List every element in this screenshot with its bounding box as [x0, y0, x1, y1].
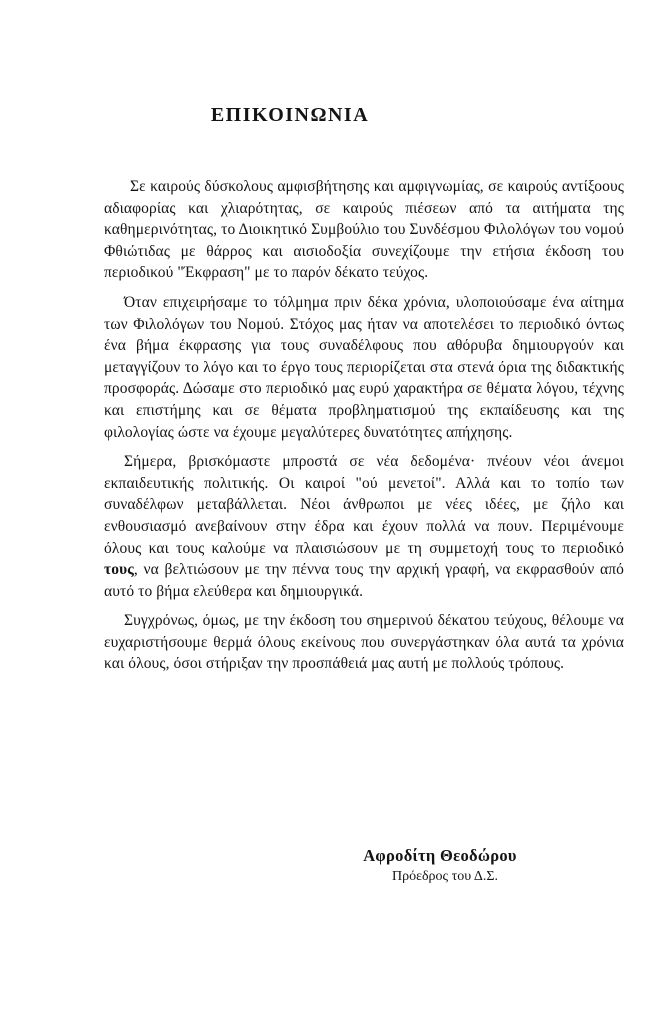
paragraph-2-text: Όταν επιχειρήσαμε το τόλμημα πριν δέκα χρόνια, υλοποιούσαμε ένα αίτημα των Φιλολόγων του Νομού. Στόχος μας ήταν να αποτελέσει το περιοδικό όντως ένα βήμα έκφρασης για τους συναδέλφους που αθόρυβα δημιουργούν και μεταγγίζουν το λόγο και το έργο τους περιορίζεται στα στενά όρια της διδακτικής προσφοράς. Δώσαμε στο περιοδικό μας ευρύ χαρακτήρα σε θέματα λόγου, τέχνης και επιστήμης και σε θέματα προβληματισμού της εκπαίδευσης και της φιλολογίας ώστε να έχουμε μεγαλύτερες δυνατότητες απήχησης.	[104, 293, 624, 441]
paragraph-4	[104, 610, 624, 675]
signature-name: Αφροδίτη Θεοδώρου	[363, 846, 517, 865]
body-text	[104, 176, 624, 683]
paragraph-1	[104, 176, 624, 284]
paragraph-3-text-after: , να βελτιώσουν με την πέννα τους την αρχική γραφή, να εκφρασθούν από αυτό το βήμα ελεύθερα και δημιουργικά.	[104, 561, 624, 600]
paragraph-1-text: Σε καιρούς δύσκολους αμφισβήτησης και αμφιγνωμίας, σε καιρούς αντίξοους αδιαφορίας και χλιαρότητας, σε καιρούς πιέσεων από τα αιτήματα της καθημερινότητας, το Διοικητικό Συμβούλιο του Συνδέσμου Φιλολόγων του νομού Φθιώτιδας με θάρρος και αισιοδοξία συνεχίζουμε την ετήσια έκδοση του περιοδικού "Έκφραση" με το παρόν δέκατο τεύχος.	[104, 178, 624, 282]
paragraph-3-text-before: Σήμερα, βρισκόμαστε μπροστά σε νέα δεδομένα· πνέουν νέοι άνεμοι εκπαιδευτικής πολιτικής. Οι καιροί "ού μενετοί". Αλλά και το τοπίο των συναδέλφων μεταβάλλεται. Νέοι άνθρωποι με νέες ιδέες, με ζήλο και ενθουσιασμό ανεβαίνουν στην έδρα και έχουν πολλά να πουν. Περιμένουμε όλους και τους καλούμε να πλαισιώσουν με τη συμμετοχή τους το περιοδικό	[104, 453, 624, 557]
signature-block	[330, 846, 550, 885]
paragraph-2	[104, 292, 624, 443]
signature-role: Πρόεδρος του Δ.Σ.	[391, 869, 499, 884]
page-title: ΕΠΙΚΟΙΝΩΝΙΑ	[210, 104, 370, 126]
paragraph-3-emphasis: τους	[104, 561, 134, 579]
paragraph-3	[104, 451, 624, 602]
paragraph-4-text: Συγχρόνως, όμως, με την έκδοση του σημερινού δέκατου τεύχους, θέλουμε να ευχαριστήσουμε θερμά όλους εκείνους που συνεργάστηκαν όλα αυτά τα χρόνια και όλους, όσοι στήριξαν την προσπάθειά μας αυτή με πολλούς τρόπους.	[104, 612, 624, 673]
